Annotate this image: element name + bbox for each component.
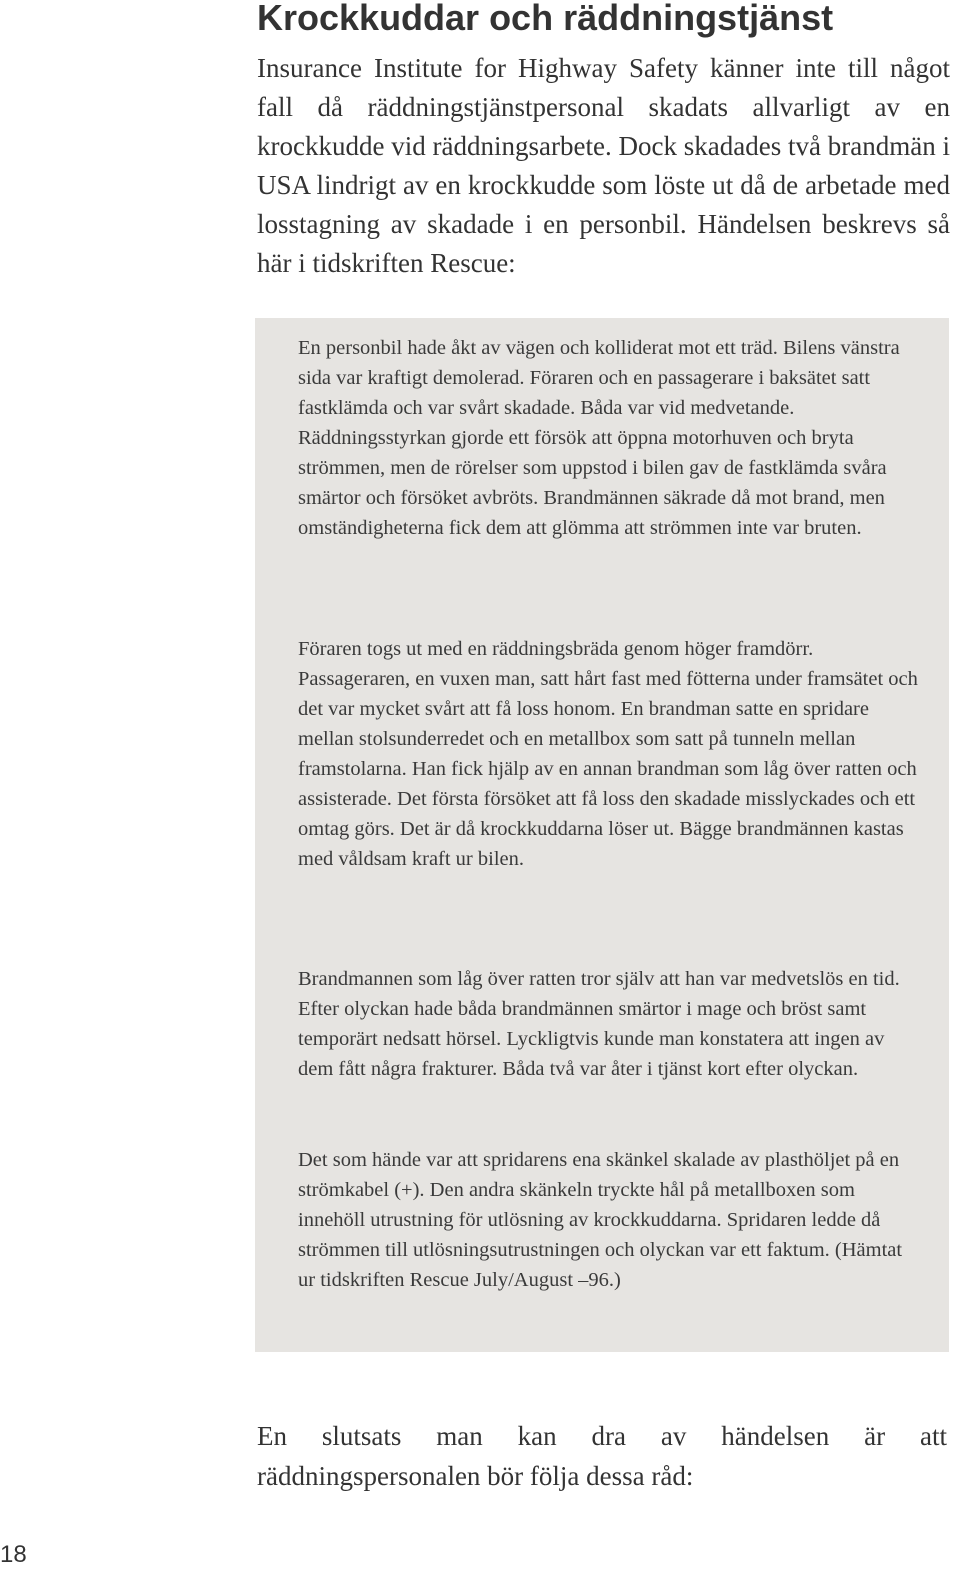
quote-paragraph-2: Föraren togs ut med en räddningsbräda genom höger framdörr. Passageraren, en vuxen man, satt hårt fast med fötterna under framsätet och det var mycket svårt att få loss honom. En brandman satte en spridare mellan stolsunderredet och en metallbox som satt på tunneln mellan framstolarna. Han fick hjälp av en annan brandman som låg över ratten och assisterade. Det första försöket att få loss den skadade misslyckades och ett omtag görs. Det är då krockkuddarna löser ut. Bägge brandmännen kastas med våldsam kraft ur bilen. [298,638,918,870]
quote-paragraph-3: Brandmannen som låg över ratten tror själv att han var medvetslös en tid. Efter olyckan hade båda brandmännen smärtor i mage och bröst samt temporärt nedsatt hörsel. Lyckligtvis kunde man konstatera att ingen av dem fått några frakturer. Båda två var åter i tjänst kort efter olyckan. [298,968,900,1080]
quote-box [255,318,949,1352]
quote-paragraph-1: En personbil hade åkt av vägen och kolliderat mot ett träd. Bilens vänstra sida var kraftigt demolerad. Föraren och en passagerare i baksätet satt fastklämda och var svårt skadade. Båda var vid medvetande. Räddningsstyrkan gjorde ett försök att öppna motorhuven och bryta strömmen, men de rörelser som uppstod i bilen gav de fastklämda svåra smärtor och försöket avbröts. Brandmännen säkrade då mot brand, men omständigheterna fick dem att glömma att strömmen inte var bruten. [298,337,900,539]
quote-paragraph-4: Det som hände var att spridarens ena skänkel skalade av plasthöljet på en strömkabel (+). Den andra skänkeln tryckte hål på metallboxen som innehöll utrustning för utlösning av krockkuddarna. Spridaren ledde då strömmen till utlösningsutrustningen och olyckan var ett faktum. (Hämtat ur tidskriften Rescue July/August –96.) [298,1149,903,1291]
intro-paragraph: Insurance Institute for Highway Safety känner inte till något fall då räddningstjänstpersonal skadats allvarligt av en krockkudde vid räddningsarbete. Dock skadades två brandmän i USA lindrigt av en krockkudde som löste ut då de arbetade med losstagning av skadade i en personbil. Händelsen beskrevs så här i tidskriften Rescue: [257,53,950,278]
page-number: 18 [0,1541,27,1568]
conclusion-paragraph: En slutsats man kan dra av händelsen är att räddningspersonalen bör följa dessa råd: [257,1421,947,1491]
section-heading: Krockkuddar och räddningstjänst [257,0,834,38]
